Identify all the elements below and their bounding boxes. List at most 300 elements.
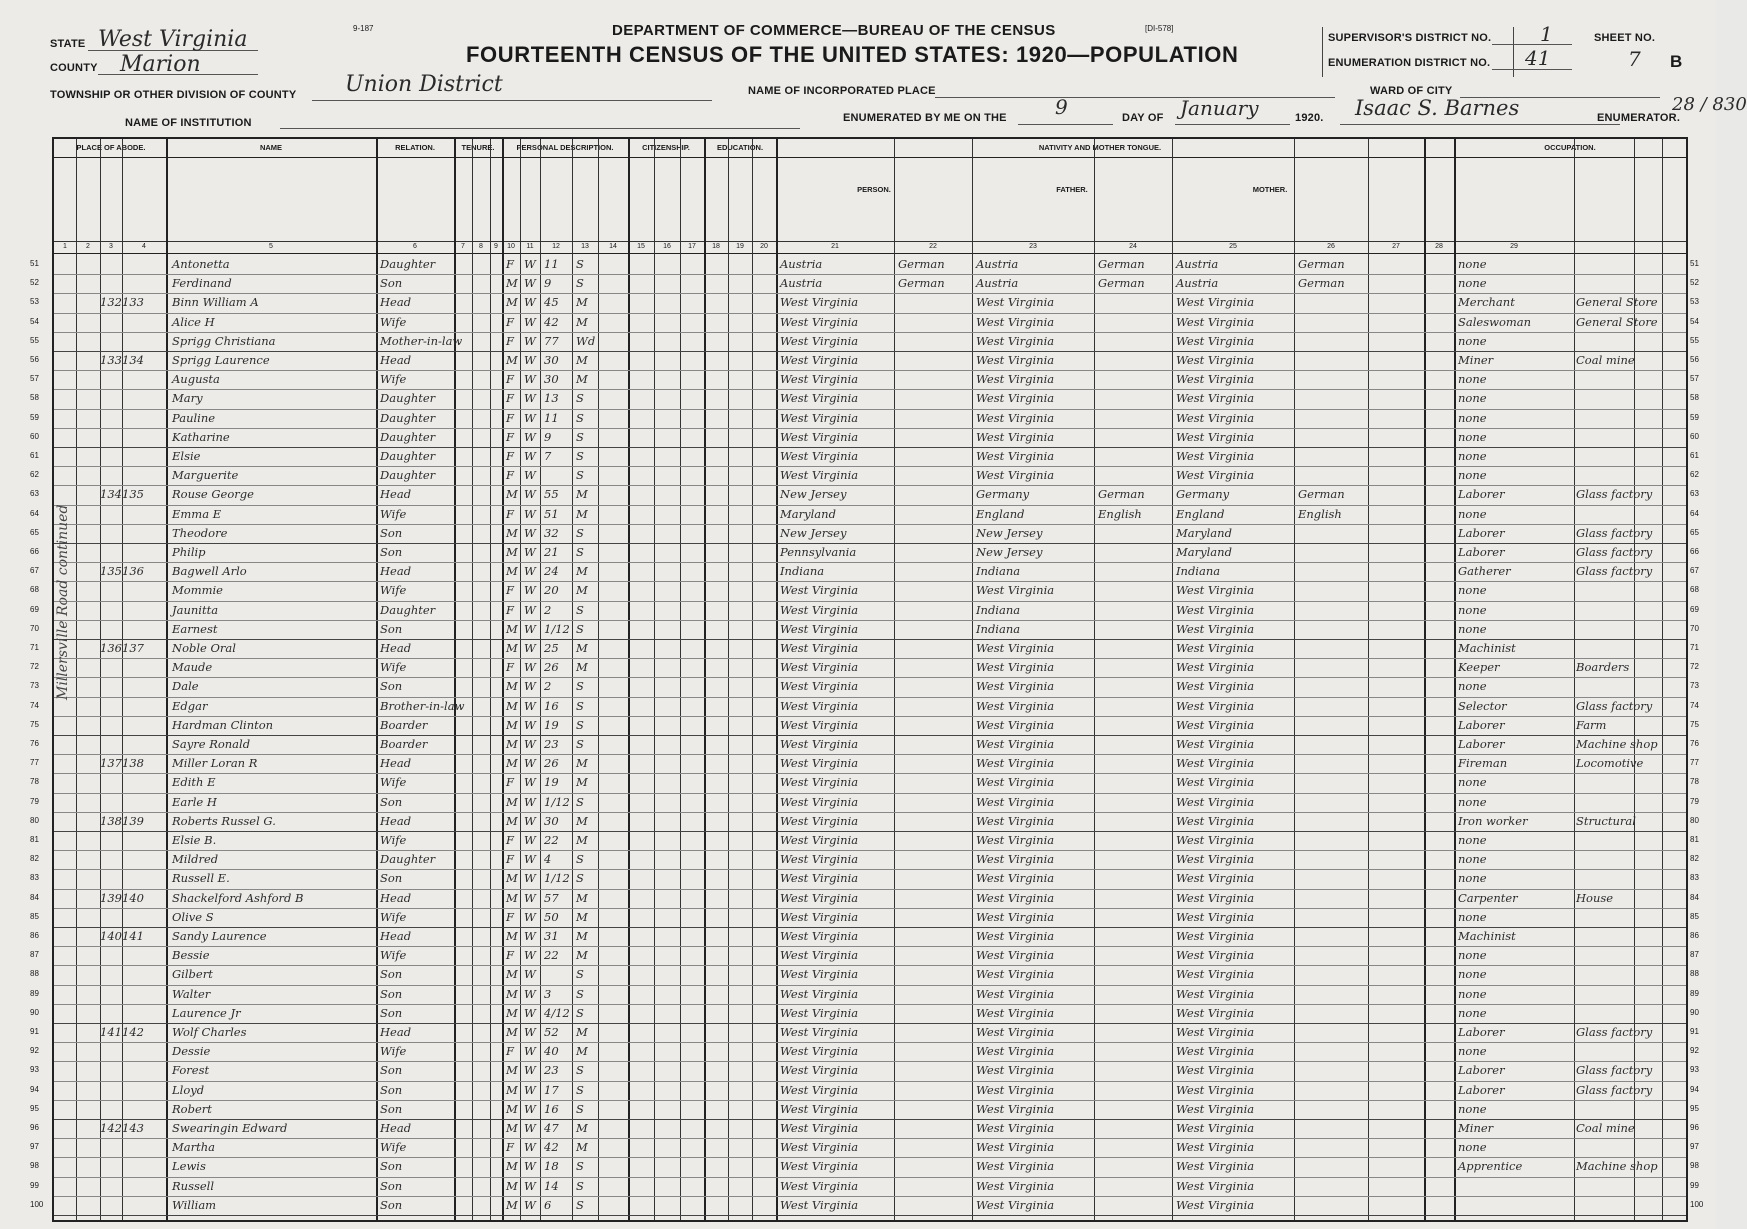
birthplace: West Virginia: [780, 621, 859, 636]
birthplace: West Virginia: [780, 295, 859, 310]
row-rule: [54, 505, 1686, 506]
column-rule: [1454, 139, 1456, 1220]
sex: F: [506, 506, 514, 521]
row-rule: [54, 908, 1686, 909]
father-birthplace: West Virginia: [976, 1197, 1055, 1212]
race: W: [524, 698, 536, 713]
industry: House: [1576, 890, 1614, 905]
relation: Wife: [380, 1044, 407, 1059]
race: W: [524, 775, 536, 790]
race: W: [524, 1082, 536, 1097]
occupation: none: [1458, 948, 1487, 963]
sex: F: [506, 410, 514, 425]
mother-birthplace: West Virginia: [1176, 410, 1255, 425]
mother-birthplace: West Virginia: [1176, 871, 1255, 886]
sex: M: [506, 813, 518, 828]
row-rule: [54, 927, 1686, 928]
age: 23: [544, 1063, 559, 1078]
relation: Wife: [380, 660, 407, 675]
column-rule: [598, 139, 599, 1220]
father-birthplace: West Virginia: [976, 1121, 1055, 1135]
birthplace: West Virginia: [780, 852, 859, 867]
relation: Daughter: [380, 468, 436, 483]
marital-status: S: [576, 410, 584, 425]
age: 52: [544, 1025, 559, 1039]
sheet-value: 7: [1628, 47, 1641, 71]
occupation: Laborer: [1458, 1025, 1505, 1039]
relation: Son: [380, 794, 403, 809]
line-number-right: 99: [1690, 1180, 1699, 1190]
row-rule: [54, 639, 1686, 640]
corner-note: 28 / 830: [1672, 94, 1747, 115]
birthplace: Austria: [780, 276, 823, 291]
father-birthplace: West Virginia: [976, 948, 1055, 963]
person-name: Wolf Charles: [172, 1025, 247, 1039]
sex: M: [506, 564, 518, 579]
birthplace: Maryland: [780, 506, 836, 521]
ward-label: WARD OF CITY: [1370, 85, 1453, 97]
line-number: 92: [30, 1046, 39, 1056]
person-name: Jaunitta: [172, 602, 219, 617]
mother-birthplace: West Virginia: [1176, 948, 1255, 963]
family-number: 134: [122, 353, 144, 367]
state-value: West Virginia: [98, 27, 248, 52]
occupation: none: [1458, 621, 1487, 636]
person-name: Noble Oral: [172, 641, 236, 655]
marital-status: S: [576, 1197, 584, 1212]
age: 9: [544, 276, 552, 291]
row-rule: [54, 677, 1686, 678]
line-number-right: 68: [1690, 585, 1699, 595]
group-name: NAME: [259, 143, 283, 152]
birthplace: West Virginia: [780, 314, 859, 329]
row-rule: [54, 1081, 1686, 1082]
line-number-right: 65: [1690, 527, 1699, 537]
birthplace: Austria: [780, 257, 823, 271]
person-name: Miller Loran R: [172, 756, 258, 771]
row-rule: [54, 1157, 1686, 1158]
group-tenure: TENURE.: [461, 143, 495, 152]
person-name: Ferdinand: [172, 276, 232, 291]
race: W: [524, 468, 536, 483]
marital-status: M: [576, 909, 588, 924]
birthplace: West Virginia: [780, 948, 859, 963]
relation: Wife: [380, 909, 407, 924]
line-number-right: 76: [1690, 739, 1699, 748]
sex: M: [506, 756, 518, 771]
column-rule: [628, 139, 630, 1220]
mother-birthplace: West Virginia: [1176, 833, 1255, 847]
person-name: Dale: [172, 679, 199, 694]
line-number: 78: [30, 777, 39, 787]
relation: Head: [380, 756, 412, 771]
relation: Boarder: [380, 737, 428, 751]
industry: Glass factory: [1576, 698, 1653, 713]
race: W: [524, 1044, 536, 1059]
sex: M: [506, 929, 518, 943]
relation: Head: [380, 564, 412, 579]
column-rule: [776, 139, 778, 1220]
marital-status: M: [576, 756, 588, 771]
marital-status: M: [576, 775, 588, 790]
family-number: 133: [122, 295, 144, 310]
birthplace: West Virginia: [780, 1101, 859, 1116]
row-rule: [54, 716, 1686, 717]
line-number: 64: [30, 508, 39, 518]
person-name: Earle H: [172, 794, 217, 809]
sex: F: [506, 468, 514, 483]
row-rule: [54, 332, 1686, 333]
occupation: Laborer: [1458, 545, 1505, 559]
race: W: [524, 852, 536, 867]
mother-birthplace: West Virginia: [1176, 295, 1255, 310]
birthplace: West Virginia: [780, 679, 859, 694]
person-name: Augusta: [172, 372, 220, 387]
mother-birthplace: West Virginia: [1176, 621, 1255, 636]
column-number: 3: [109, 243, 113, 250]
father-birthplace: New Jersey: [976, 545, 1043, 559]
father-birthplace: West Virginia: [976, 1005, 1055, 1020]
column-number: 14: [609, 243, 617, 250]
dwelling-number: 140: [100, 929, 122, 943]
line-number-right: 94: [1690, 1084, 1699, 1094]
father-birthplace: West Virginia: [976, 660, 1055, 675]
industry: Locomotive: [1576, 756, 1644, 771]
relation: Head: [380, 813, 412, 828]
race: W: [524, 257, 536, 271]
person-name: Forest: [172, 1063, 210, 1078]
person-name: Robert: [172, 1101, 212, 1116]
occupation: none: [1458, 833, 1487, 847]
line-number-right: 61: [1690, 451, 1699, 460]
marital-status: S: [576, 737, 584, 751]
age: 14: [544, 1178, 559, 1193]
row-rule: [54, 889, 1686, 890]
industry: General Store: [1576, 295, 1658, 310]
row-rule: [54, 466, 1686, 467]
mother-mother-tongue: German: [1298, 257, 1345, 271]
birthplace: West Virginia: [780, 449, 859, 463]
person-name: Edgar: [172, 698, 208, 713]
age: 21: [544, 545, 559, 559]
occupation: none: [1458, 871, 1487, 886]
industry: Glass factory: [1576, 487, 1653, 502]
line-number: 65: [30, 527, 39, 537]
column-number: 1: [63, 243, 67, 250]
race: W: [524, 583, 536, 598]
mother-birthplace: West Virginia: [1176, 775, 1255, 790]
sex: F: [506, 1140, 514, 1155]
age: 42: [544, 314, 559, 329]
age: 26: [544, 660, 559, 675]
age: 24: [544, 564, 559, 579]
line-number-right: 72: [1690, 662, 1699, 672]
row-rule: [54, 697, 1686, 698]
column-rule: [972, 139, 973, 1220]
mother-birthplace: West Virginia: [1176, 1082, 1255, 1097]
line-number: 68: [30, 585, 39, 595]
person-name: Katharine: [172, 429, 230, 444]
father-birthplace: West Virginia: [976, 756, 1055, 771]
relation: Son: [380, 1178, 403, 1193]
relation: Wife: [380, 775, 407, 790]
father-birthplace: Indiana: [976, 602, 1021, 617]
sex: M: [506, 1063, 518, 1078]
line-number-right: 63: [1690, 489, 1699, 499]
family-number: 139: [122, 813, 144, 828]
age: 45: [544, 295, 559, 310]
line-number: 88: [30, 969, 39, 979]
column-rule: [1172, 139, 1173, 1220]
sex: F: [506, 391, 514, 406]
race: W: [524, 333, 536, 348]
race: W: [524, 909, 536, 924]
sex: M: [506, 1159, 518, 1174]
occupation: Machinist: [1458, 929, 1516, 943]
person-name: Sandy Laurence: [172, 929, 267, 943]
mother-birthplace: West Virginia: [1176, 660, 1255, 675]
column-rule: [376, 139, 378, 1220]
line-number: 59: [30, 412, 39, 422]
column-rule: [1662, 139, 1663, 1220]
line-number-right: 83: [1690, 873, 1699, 883]
census-grid: [30, 137, 1704, 1222]
mother-birthplace: West Virginia: [1176, 929, 1255, 943]
person-name: Walter: [172, 986, 211, 1001]
marital-status: S: [576, 545, 584, 559]
age: 20: [544, 583, 559, 598]
relation: Son: [380, 276, 403, 291]
column-number: 6: [413, 243, 417, 250]
sex: F: [506, 660, 514, 675]
birthplace: West Virginia: [780, 871, 859, 886]
group-citizenship: CITIZENSHIP.: [642, 143, 690, 152]
group-relation: RELATION.: [395, 143, 435, 152]
sheet-label: SHEET NO.: [1594, 32, 1656, 44]
enumeration-label: ENUMERATION DISTRICT NO.: [1328, 57, 1491, 69]
age: 19: [544, 717, 559, 732]
birthplace: West Virginia: [780, 717, 859, 732]
person-name: Martha: [172, 1140, 216, 1155]
sex: F: [506, 257, 514, 271]
birthplace: West Virginia: [780, 1197, 859, 1212]
sex: F: [506, 909, 514, 924]
enumeration-value: 41: [1525, 46, 1551, 70]
group-person: PERSON.: [857, 185, 891, 194]
birthplace: West Virginia: [780, 353, 859, 367]
birthplace: West Virginia: [780, 967, 859, 982]
occupation: Apprentice: [1458, 1159, 1523, 1174]
row-rule: [54, 428, 1686, 429]
sex: M: [506, 641, 518, 655]
person-name: Pauline: [172, 410, 216, 425]
person-name: William: [172, 1197, 217, 1212]
row-rule: [54, 1215, 1686, 1216]
row-rule: [54, 946, 1686, 947]
occupation: none: [1458, 257, 1487, 271]
race: W: [524, 641, 536, 655]
marital-status: S: [576, 449, 584, 463]
birthplace: West Virginia: [780, 1121, 859, 1135]
line-number: 99: [30, 1180, 39, 1190]
age: 19: [544, 775, 559, 790]
marital-status: S: [576, 794, 584, 809]
line-number-right: 87: [1690, 950, 1699, 960]
line-number-right: 55: [1690, 335, 1699, 345]
line-number: 73: [30, 681, 39, 691]
relation: Boarder: [380, 717, 428, 732]
line-number-right: 60: [1690, 431, 1699, 441]
line-number: 95: [30, 1103, 39, 1113]
relation: Head: [380, 890, 412, 905]
mother-birthplace: West Virginia: [1176, 602, 1255, 617]
father-birthplace: West Virginia: [976, 871, 1055, 886]
industry: Machine shop: [1576, 1159, 1658, 1174]
relation: Wife: [380, 506, 407, 521]
occupation: Gatherer: [1458, 564, 1511, 579]
age: 4: [544, 852, 552, 867]
row-rule: [54, 1061, 1686, 1062]
occupation: Laborer: [1458, 717, 1505, 732]
person-name: Elsie: [172, 449, 201, 463]
mother-birthplace: Austria: [1176, 257, 1219, 271]
birthplace: West Virginia: [780, 391, 859, 406]
father-birthplace: West Virginia: [976, 1159, 1055, 1174]
dwelling-number: 138: [100, 813, 122, 828]
race: W: [524, 410, 536, 425]
marital-status: M: [576, 813, 588, 828]
relation: Wife: [380, 948, 407, 963]
occupation: none: [1458, 583, 1487, 598]
birthplace: West Virginia: [780, 1063, 859, 1078]
county-label: COUNTY: [50, 62, 98, 74]
birthplace: West Virginia: [780, 775, 859, 790]
mother-mother-tongue: German: [1298, 276, 1345, 291]
line-number: 56: [30, 355, 39, 364]
birthplace: West Virginia: [780, 641, 859, 655]
line-number: 51: [30, 259, 39, 268]
person-name: Earnest: [172, 621, 218, 636]
father-birthplace: West Virginia: [976, 353, 1055, 367]
birthplace: West Virginia: [780, 890, 859, 905]
race: W: [524, 833, 536, 847]
occupation: Laborer: [1458, 1063, 1505, 1078]
marital-status: M: [576, 506, 588, 521]
sex: M: [506, 1101, 518, 1116]
line-number-right: 92: [1690, 1046, 1699, 1056]
sex: M: [506, 871, 518, 886]
sex: M: [506, 295, 518, 310]
mother-birthplace: West Virginia: [1176, 986, 1255, 1001]
row-rule: [54, 447, 1686, 448]
person-name: Dessie: [172, 1044, 211, 1059]
sex: M: [506, 545, 518, 559]
mother-birthplace: Indiana: [1176, 564, 1221, 579]
father-birthplace: West Virginia: [976, 1063, 1055, 1078]
father-birthplace: England: [976, 506, 1025, 521]
person-name: Emma E: [172, 506, 222, 521]
occupation: none: [1458, 468, 1487, 483]
occupation: none: [1458, 1044, 1487, 1059]
occupation: Laborer: [1458, 737, 1505, 751]
age: 26: [544, 756, 559, 771]
industry: Glass factory: [1576, 525, 1653, 540]
dwelling-number: 141: [100, 1025, 122, 1039]
enumerated-day: 9: [1055, 95, 1068, 119]
marital-status: S: [576, 468, 584, 483]
dwelling-number: 135: [100, 564, 122, 579]
relation: Head: [380, 641, 412, 655]
line-number-right: 88: [1690, 969, 1699, 979]
father-birthplace: West Virginia: [976, 833, 1055, 847]
father-birthplace: West Virginia: [976, 929, 1055, 943]
age: 16: [544, 698, 559, 713]
line-number: 85: [30, 911, 39, 921]
group-father: FATHER.: [1056, 185, 1088, 194]
sex: F: [506, 1044, 514, 1059]
birthplace: West Virginia: [780, 583, 859, 598]
row-rule: [54, 1196, 1686, 1197]
age: 9: [544, 429, 552, 444]
race: W: [524, 890, 536, 905]
day-of-label: DAY OF: [1122, 112, 1164, 124]
column-number: 20: [760, 243, 768, 250]
relation: Daughter: [380, 410, 436, 425]
marital-status: S: [576, 1178, 584, 1193]
relation: Daughter: [380, 852, 436, 867]
race: W: [524, 948, 536, 963]
line-number: 97: [30, 1142, 39, 1152]
age: 77: [544, 333, 559, 348]
marital-status: M: [576, 583, 588, 598]
birthplace: West Virginia: [780, 1025, 859, 1039]
line-number-right: 67: [1690, 566, 1699, 576]
row-rule: [54, 965, 1686, 966]
marital-status: M: [576, 372, 588, 387]
line-number: 63: [30, 489, 39, 499]
line-number-right: 96: [1690, 1123, 1699, 1132]
sex: M: [506, 890, 518, 905]
occupation: none: [1458, 429, 1487, 444]
father-birthplace: West Virginia: [976, 1082, 1055, 1097]
row-rule: [54, 370, 1686, 371]
row-rule: [54, 985, 1686, 986]
year-label: 1920.: [1295, 112, 1324, 124]
sex: M: [506, 1178, 518, 1193]
line-number: 89: [30, 988, 39, 998]
marital-status: S: [576, 1005, 584, 1020]
dwelling-number: 133: [100, 353, 122, 367]
occupation: Selector: [1458, 698, 1507, 713]
age: 11: [544, 257, 559, 271]
column-number: 10: [507, 243, 515, 250]
occupation: none: [1458, 967, 1487, 982]
birthplace: West Virginia: [780, 909, 859, 924]
column-number: 15: [637, 243, 645, 250]
relation: Son: [380, 1082, 403, 1097]
relation: Son: [380, 967, 403, 982]
race: W: [524, 391, 536, 406]
race: W: [524, 487, 536, 502]
row-rule: [54, 1042, 1686, 1043]
occupation: none: [1458, 775, 1487, 790]
birthplace: West Virginia: [780, 1082, 859, 1097]
race: W: [524, 449, 536, 463]
occupation: Carpenter: [1458, 890, 1518, 905]
person-name: Laurence Jr: [172, 1005, 241, 1020]
industry: General Store: [1576, 314, 1658, 329]
line-number: 70: [30, 623, 39, 633]
